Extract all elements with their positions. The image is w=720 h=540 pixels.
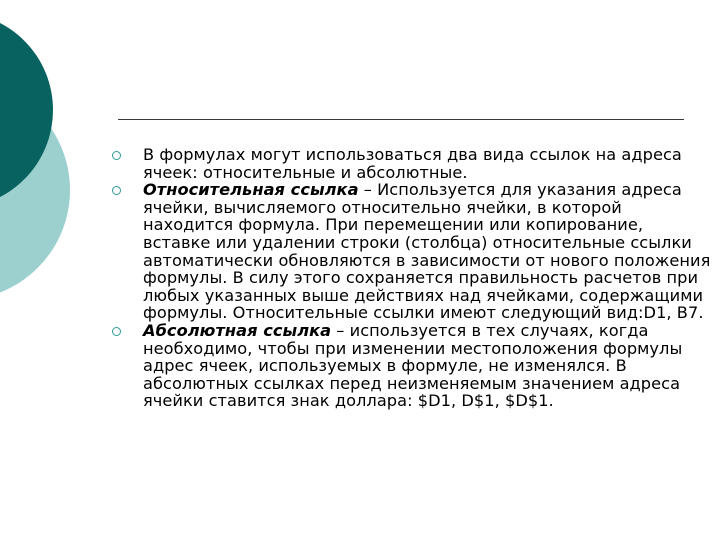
list-item-text (143, 322, 712, 410)
list-item-text (143, 181, 712, 322)
hollow-circle-bullet-icon (112, 151, 121, 160)
list-item-text (143, 146, 712, 181)
horizontal-divider (118, 119, 684, 120)
list-item (112, 146, 712, 181)
hollow-circle-bullet-icon (112, 327, 121, 336)
bullet-list (112, 146, 712, 410)
item-term-relative-reference: Относительная ссылка (143, 180, 359, 200)
hollow-circle-bullet-icon (112, 186, 121, 195)
item-body: – используется в тех случаях, когда необходимо, чтобы при изменении местоположения формулы адрес ячеек, используемых в формуле, не изменялся. В абсолютных ссылках перед неизменяемым значением адреса ячейки ставится знак доллара: $D1, D$1, $D$1. (143, 320, 683, 411)
item-body: В формулах могут использоваться два вида ссылок на адреса ячеек: относительные и абсолютные. (143, 145, 682, 182)
list-item (112, 181, 712, 322)
item-body: – Используется для указания адреса ячейки, вычисляемого относительно ячейки, в которой находится формула. При перемещении или копирование, вставке или удалении строки (столбца) относительные ссылки автоматически обновляются в зависимости от нового положения формулы. В силу этого сохраняется правильность расчетов при любых указанных выше действиях над ячейками, содержащими формулы. Относительные ссылки имеют следующий вид:D1, B7. (143, 180, 711, 323)
item-term-absolute-reference: Абсолютная ссылка (143, 320, 332, 340)
list-item (112, 322, 712, 410)
